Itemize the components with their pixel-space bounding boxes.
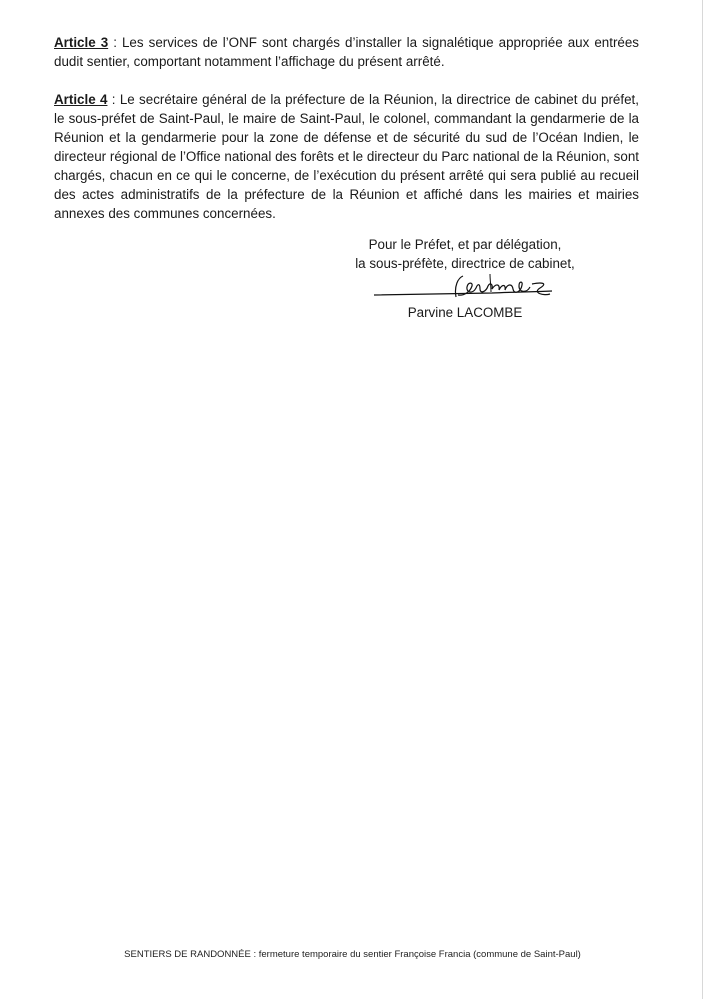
signer-title-line: la sous-préfète, directrice de cabinet, xyxy=(355,256,575,271)
article-3-label: Article 3 xyxy=(54,35,109,50)
article-3-paragraph xyxy=(54,33,639,71)
article-4-text: : Le secrétaire général de la préfecture de la Réunion, la directrice de cabinet du préfet, le sous-préfet de Saint-Paul, le maire de Saint-Paul, le colonel, commandant la gendarmerie de la Réunion et la gendarmerie pour la zone de défense et de sécurité du sud de l’Océan Indien, le directeur régional de l’Office national des forêts et le directeur du Parc national de la Réunion, sont chargés, chacun en ce qui le concerne, de l’exécution du présent arrêté qui sera publié au recueil des actes administratifs de la préfecture de la Réunion et affiché dans les mairies et mairies annexes des communes concernées. xyxy=(54,92,639,221)
article-4-paragraph xyxy=(54,90,639,223)
article-4-label: Article 4 xyxy=(54,92,108,107)
signature-block xyxy=(330,235,600,273)
page-footer: SENTIERS DE RANDONNÉE : fermeture temporaire du sentier Françoise Francia (commune de Saint-Paul) xyxy=(124,949,581,960)
page-edge-line xyxy=(702,0,703,999)
handwritten-signature xyxy=(372,272,562,306)
signer-name: Parvine LACOMBE xyxy=(407,305,523,320)
article-3-text: : Les services de l’ONF sont chargés d’installer la signalétique appropriée aux entrées dudit sentier, comportant notamment l’affichage du présent arrêté. xyxy=(54,35,640,69)
delegation-line: Pour le Préfet, et par délégation, xyxy=(368,237,562,252)
